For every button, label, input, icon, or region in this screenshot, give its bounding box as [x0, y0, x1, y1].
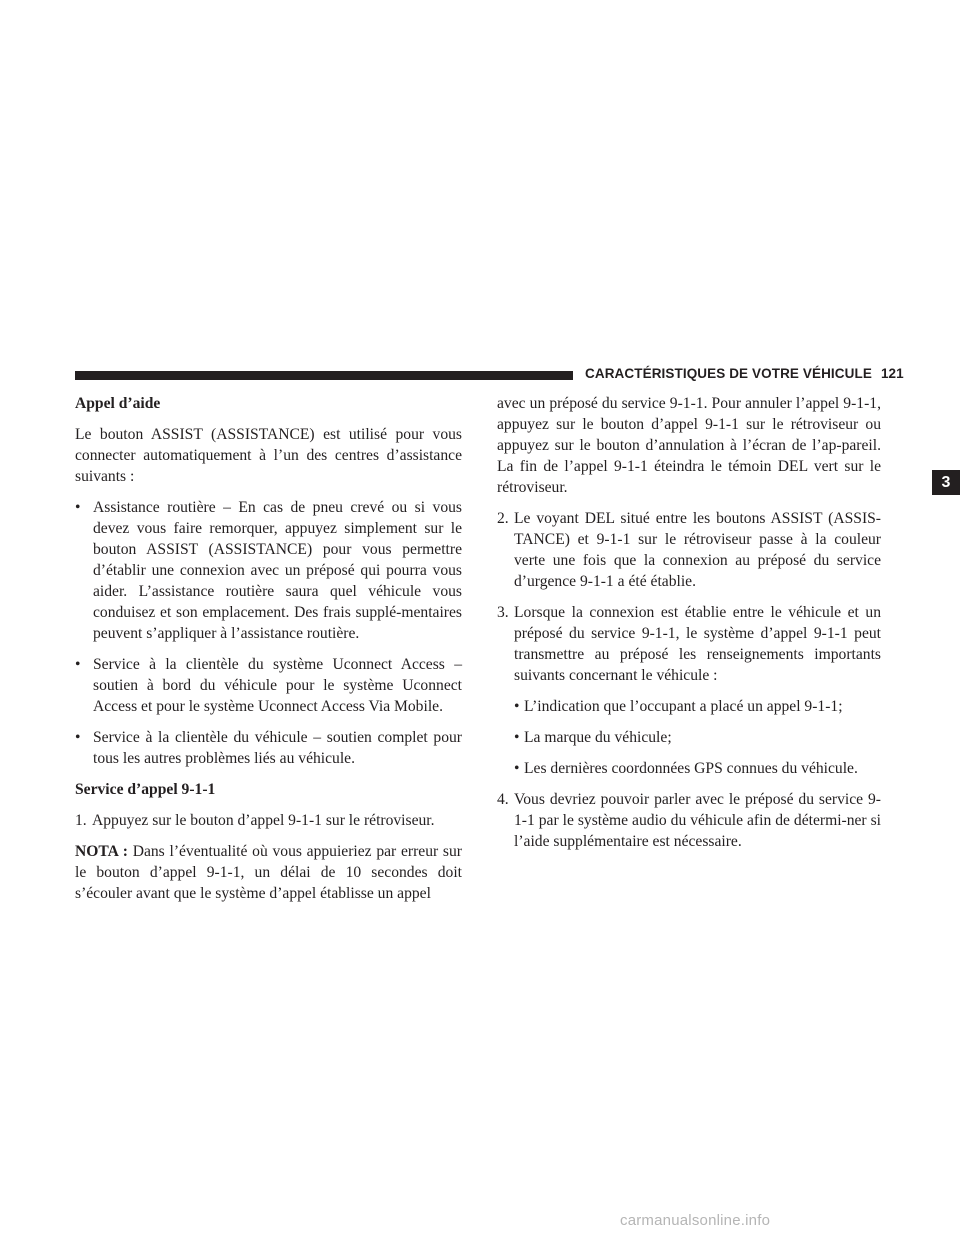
step-4 — [497, 789, 881, 852]
list-item — [497, 727, 881, 748]
sub-bullet-text: L’indication que l’occupant a placé un appel 9-1-1; — [524, 698, 843, 715]
step-text: Lorsque la connexion est établie entre le véhicule et un préposé du service 9-1-1, le système d’appel 9-1-1 peut transmettre au préposé les renseignements importants suivants concernant le véhicule : — [514, 604, 881, 684]
heading-service-911: Service d’appel 9-1-1 — [75, 781, 216, 798]
list-item — [75, 727, 462, 769]
sub-bullet-text: La marque du véhicule; — [524, 729, 672, 746]
bullet-icon: • — [514, 698, 520, 715]
bullet-icon: • — [514, 760, 520, 777]
page-number: 121 — [880, 366, 904, 381]
heading-appel-aide: Appel d’aide — [75, 395, 161, 412]
nota-text: Dans l’éventualité où vous appuieriez par erreur sur le bouton d’appel 9-1-1, un délai de 10 secondes doit s’écouler avant que le système d’appel établisse un appel — [75, 843, 462, 902]
step-text: Appuyez sur le bouton d’appel 9-1-1 sur le rétroviseur. — [92, 812, 435, 829]
step-number: 2. — [497, 510, 509, 527]
bullet-icon: • — [75, 729, 81, 746]
step-1 — [75, 810, 462, 831]
header-rule — [75, 371, 573, 380]
right-column — [497, 393, 881, 862]
continuation-paragraph: avec un préposé du service 9-1-1. Pour annuler l’appel 9-1-1, appuyez sur le bouton d’appel 9-1-1 sur le rétroviseur ou appuyez sur le bouton d’annulation à l’écran de l’ap-pareil. La fin de l’appel 9-1-1 éteindra le témoin DEL vert sur le rétroviseur. — [497, 395, 881, 496]
step-2 — [497, 508, 881, 592]
bullet-text: Service à la clientèle du système Uconnect Access – soutien à bord du véhicule pour le système Uconnect Access et pour le système Uconnect Access Via Mobile. — [93, 656, 462, 715]
chapter-tab: 3 — [932, 470, 960, 495]
list-item — [75, 497, 462, 644]
running-header — [585, 364, 904, 384]
bullet-text: Service à la clientèle du véhicule – soutien complet pour tous les autres problèmes liés au véhicule. — [93, 729, 462, 767]
bullet-icon: • — [75, 656, 81, 673]
watermark: carmanualsonline.info — [620, 1212, 771, 1229]
step-3 — [497, 602, 881, 686]
step-number: 1. — [75, 812, 87, 829]
step-text: Vous devriez pouvoir parler avec le préposé du service 9-1-1 par le système audio du véhicule afin de détermi-ner si l’aide supplémentaire est nécessaire. — [514, 791, 881, 850]
left-column — [75, 393, 462, 914]
step-number: 3. — [497, 604, 509, 621]
list-item — [75, 654, 462, 717]
sub-bullet-text: Les dernières coordonnées GPS connues du véhicule. — [524, 760, 858, 777]
bullet-icon: • — [75, 499, 81, 516]
section-title: CARACTÉRISTIQUES DE VOTRE VÉHICULE — [585, 366, 872, 381]
bullet-icon: • — [514, 729, 520, 746]
nota-paragraph — [75, 841, 462, 904]
list-item — [497, 696, 881, 717]
bullet-text: Assistance routière – En cas de pneu crevé ou si vous devez vous faire remorquer, appuyez simplement sur le bouton ASSIST (ASSISTANCE) pour vous permettre d’établir une connexion avec un préposé qui pourra vous aider. L’assistance routière saura quel véhicule vous conduisez et son emplacement. Des frais supplé-mentaires peuvent s’appliquer à l’assistance routière. — [93, 499, 462, 642]
step-number: 4. — [497, 791, 509, 808]
nota-label: NOTA : — [75, 843, 128, 860]
list-item — [497, 758, 881, 779]
step-text: Le voyant DEL situé entre les boutons ASSIST (ASSIS-TANCE) et 9-1-1 sur le rétroviseur passe à la couleur verte une fois que la connexion au préposé du service d’urgence 9-1-1 a été établie. — [514, 510, 881, 590]
intro-paragraph: Le bouton ASSIST (ASSISTANCE) est utilisé pour vous connecter automatiquement à l’un des centres d’assistance suivants : — [75, 426, 462, 485]
